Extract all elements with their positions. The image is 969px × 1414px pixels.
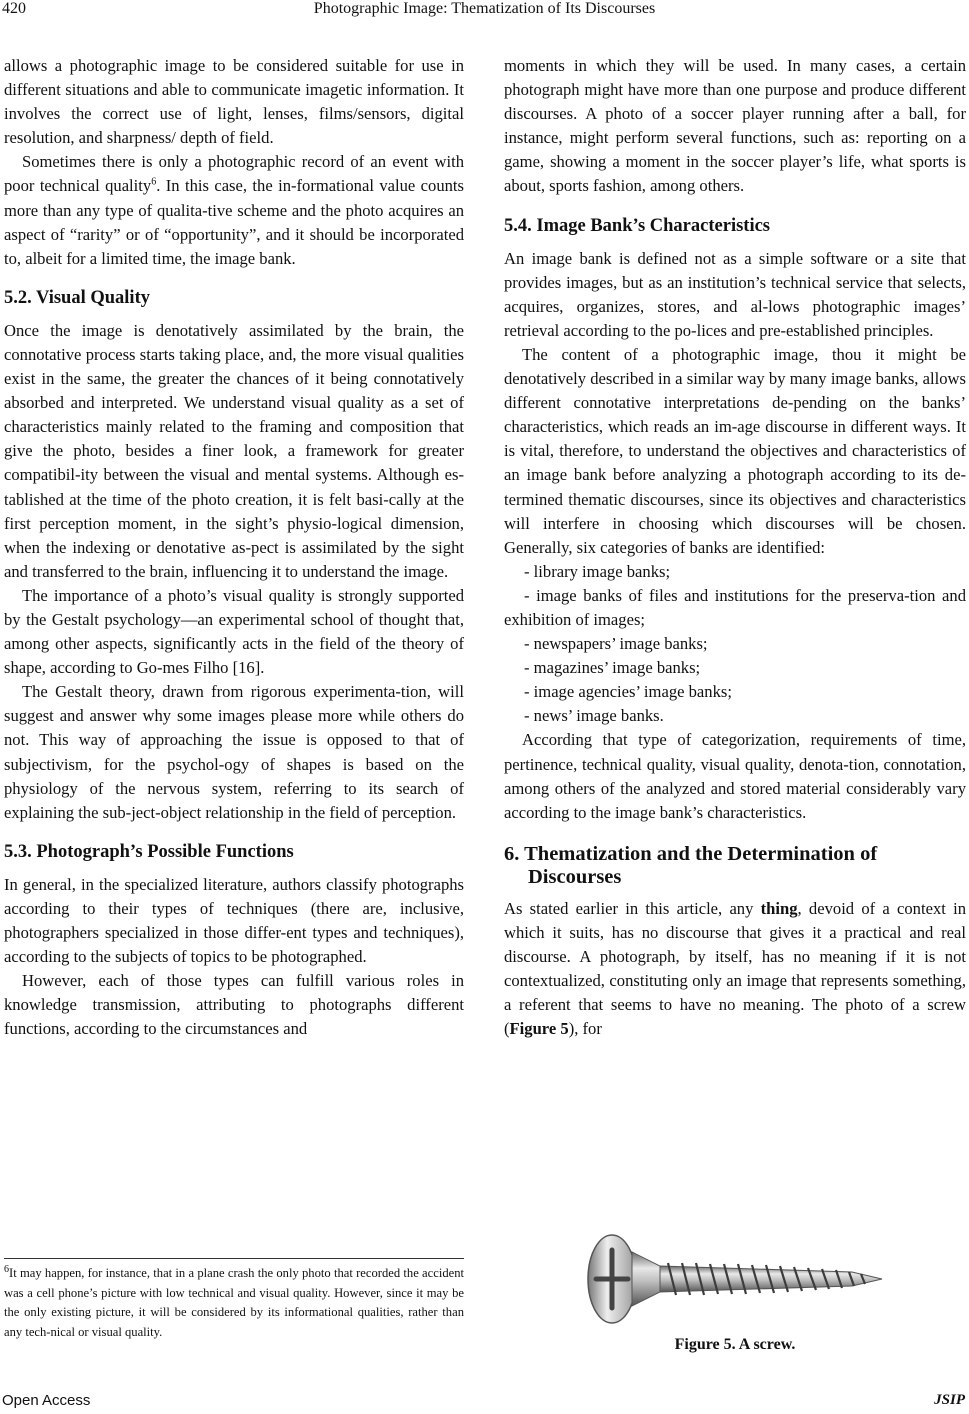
list-item: - newspapers’ image banks;	[524, 634, 708, 654]
screw-figure	[582, 1232, 892, 1327]
section-heading-5-2: 5.2. Visual Quality	[4, 287, 150, 308]
section-heading-5-4: 5.4. Image Bank’s Characteristics	[504, 215, 770, 236]
emphasis: thing	[760, 898, 798, 918]
text-run: . In this case, the in-formational value counts more than any type of qualita-tive scheme and the photo acquires an aspect of “rarity” or of “opportunity”, and it should be incorporated to, albeit for a limited time, the image bank.	[4, 176, 464, 268]
figure-caption: Figure 5. A screw.	[674, 1336, 796, 1353]
paragraph: The content of a photographic image, thou it might be denotatively described in a similar way by many image banks, allows different connotative interpretations de-pending on the banks’ characteristics, which reads an im-age discourse in different ways. It is vital, therefore, to understand the objectives and characteristics of an image bank before analyzing a photograph according to its de-termined thematic discourses, since its objectives and characteristics will interfere in choosing which discourses will be chosen. Generally, six categories of banks are identified:	[504, 344, 966, 557]
section-heading-6: 6. Thematization and the Determination of Discourses	[504, 842, 878, 888]
page-header	[0, 0, 969, 24]
paragraph: In general, in the specialized literature, authors classify photographs according to their types of techniques (there are, inclusive, photographers specialized in those differ-ent types and techniques), according to the subjects of topics to be photographed.	[4, 874, 464, 967]
running-title: Photographic Image: Thematization of Its Discourses	[313, 0, 656, 17]
footnote-divider	[4, 1258, 464, 1259]
paragraph: The Gestalt theory, drawn from rigorous experimenta-tion, will suggest and answer why some images please more while others do not. This way of approaching the issue is opposed to that of subjectivism, for the psychol-ogy of shapes is based on the physiology of the nervous system, referring to its search of explaining the sub-ject-object relationship in the field of perception.	[4, 682, 464, 822]
paragraph: An image bank is defined not as a simple software or a site that provides images, but as an institution’s technical service that selects, acquires, organizes, stores, and al-lows photographic images’ retrieval according to the po-lices and pre-established principles.	[504, 248, 966, 340]
text-run: ), for	[568, 1019, 602, 1039]
text-run: Sometimes there is only a photographic record of an event with poor technical quality	[4, 152, 464, 196]
footer-journal: JSIP	[934, 1392, 965, 1408]
footnote-number: 6	[4, 1263, 9, 1275]
text-run: As stated earlier in this article, any	[504, 898, 761, 918]
paragraph: moments in which they will be used. In many cases, a certain photograph might have more than one purpose and produce different discourses. A photo of a soccer player running after a ball, for instance, might perform several functions, such as: reporting on a game, showing a moment in the soccer player’s life, what sports is about, sports fashion, among others.	[504, 56, 966, 196]
paragraph: However, each of those types can fulfill various roles in knowledge transmission, attributing to photographs different functions, according to the circumstances and	[4, 971, 464, 1039]
paragraph	[504, 897, 966, 1042]
footer-open-access: Open Access	[2, 1392, 91, 1409]
paragraph: The importance of a photo’s visual quality is strongly supported by the Gestalt psychology—an experimental school of thought that, among other aspects, significantly acts in the field of the theory of shape, according to Go-mes Filho [16].	[4, 585, 464, 678]
list-item: - magazines’ image banks;	[524, 658, 701, 678]
figure-ref-link[interactable]: Figure 5	[509, 1019, 569, 1039]
page-number: 420	[2, 0, 26, 17]
list-item: - image agencies’ image banks;	[524, 682, 732, 702]
footnote-ref[interactable]: 6	[151, 176, 157, 188]
right-column	[504, 54, 966, 1041]
section-heading-5-3: 5.3. Photograph’s Possible Functions	[4, 841, 294, 862]
screw-neck	[632, 1252, 660, 1306]
footnote	[4, 1264, 464, 1342]
list-item: - image banks of files and institutions for the preserva-tion and exhibition of images;	[504, 585, 966, 629]
list-item: - library image banks;	[524, 561, 671, 581]
list-item: - news’ image banks.	[524, 706, 664, 726]
footnote-text: It may happen, for instance, that in a plane crash the only photo that recorded the accident was a cell phone’s picture with low technical and visual quality. However, since it may be the only existing picture, it will be considered by its informational qualities, rather than any tech-nical or visual quality.	[4, 1266, 464, 1339]
paragraph: According that type of categorization, requirements of time, pertinence, technical quality, visual quality, denota-tion, connotation, among others of the analyzed and stored material considerably vary according to the image bank’s characteristics.	[504, 730, 966, 822]
left-column	[4, 54, 464, 1041]
paragraph: Once the image is denotatively assimilated by the brain, the connotative process starts taking place, and, the more visual qualities exist in the same, the greater the chances of it being connotatively absorbed and interpreted. We understand visual quality as a set of characteristics mainly related to the framing and composition that give the photo, besides a finer look, a framework for greater compatibil-ity between the visual and mental systems. Although es-tablished at the time of the photo creation, it is felt basi-cally at the first perception moment, in the sight’s physio-logical dimension, when the indexing or denotative as-pect is assimilated by the sight and transferred to the brain, influencing it to understand the image.	[4, 320, 464, 581]
text-run: , devoid of a context in which it suits, has no discourse that gives it a practical and real discourse. A photograph, by itself, has no meaning if it is not contextualized, constituting only an image that represents something, a referent that seems to have no meaning. The photo of a screw (	[504, 898, 966, 1039]
paragraph	[4, 150, 464, 270]
paragraph: allows a photographic image to be considered suitable for use in different situations and able to communicate imagetic information. It involves the correct use of light, lenses, films/sensors, digital resolution, and sharpness/ depth of field.	[4, 56, 464, 148]
